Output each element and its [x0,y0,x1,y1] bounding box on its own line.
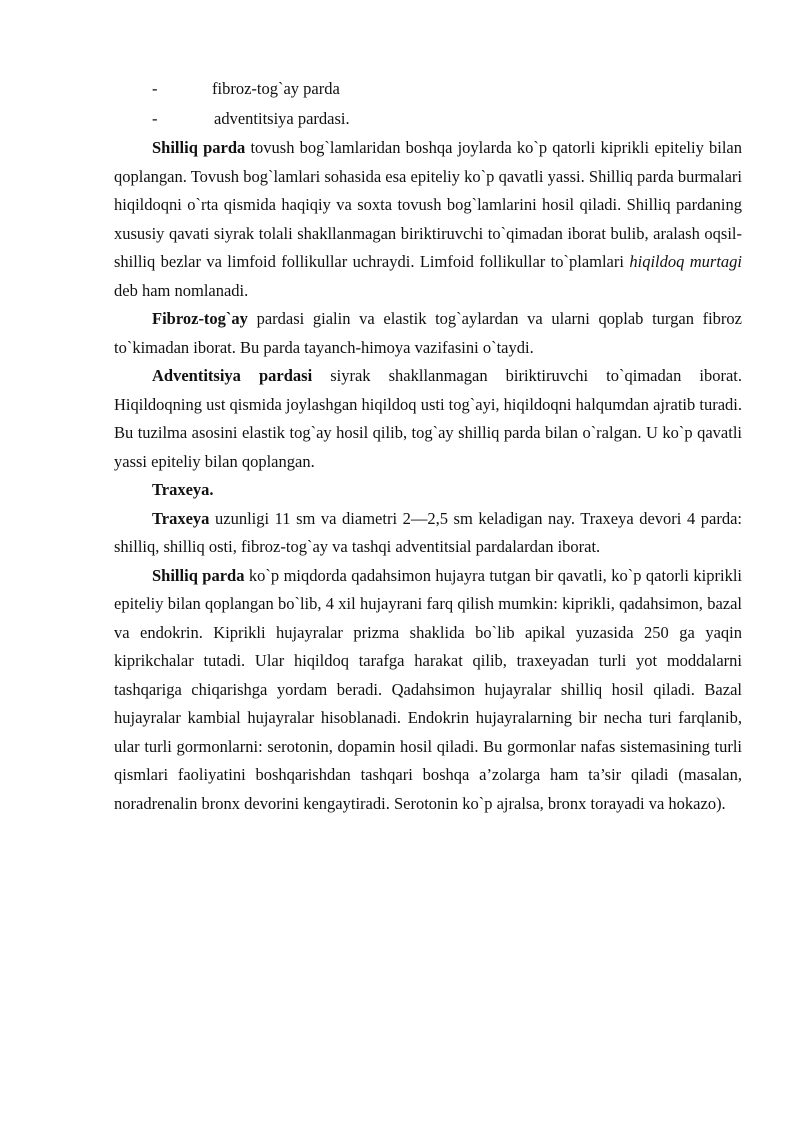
paragraph-traxeya [114,505,742,562]
list-item [114,74,742,104]
term-hiqildoq-murtagi: hiqildoq murtagi [629,252,742,271]
paragraph-text: pardasi gialin va elastik tog`aylardan va ularni qoplab turgan fibroz to`kimadan iborat. Bu parda tayanch-himoya vazifasini o`taydi. [114,309,742,357]
section-heading: Traxeya. [152,480,214,499]
document-page [114,74,742,818]
list-item-text: adventitsiya pardasi. [214,109,350,128]
paragraph-text: siyrak shakllanmagan biriktiruvchi to`qimadan iborat. Hiqildoqning ust qismida joylashgan hiqildoq usti tog`ayi, hiqildoqni halqumdan ajratib turadi. Bu tuzilma asosini elastik tog`ay hosil qilib, tog`ay shilliq parda bilan o`ralgan. U ko`p qavatli yassi epiteliy bilan qoplangan. [114,366,743,471]
term-traxeya: Traxeya [152,508,210,528]
list-item-text: fibroz-tog`ay parda [212,79,340,98]
paragraph-traxeya-shilliq-parda [114,562,742,819]
paragraph-text: uzunligi 11 sm va diametri 2—2,5 sm keladigan nay. Traxeya devori 4 parda: shilliq, shilliq osti, fibroz-tog`ay va tashqi adventitsial pardalardan iborat. [114,508,742,556]
paragraph-adventitsiya [114,362,742,476]
paragraph-shilliq-parda [114,134,742,305]
term-fibroz-togay: Fibroz-tog`ay [152,309,248,328]
paragraph-text: deb ham nomlanadi. [114,280,249,300]
paragraph-text: tovush bog`lamlaridan boshqa joylarda ko`p qatorli kiprikli epiteliy bilan qoplangan. Tovush bog`lamlari sohasida esa epiteliy ko`p qavatli yassi. Shilliq parda burmalari hiqildoqni o`rta qismida haqiqiy va soxta tovush bog`lamlarini hosil qiladi. Shilliq pardaning xususiy qavati siyrak tolali shakllanmagan biriktiruvchi to`qimadan iborat bulib, aralash oqsil-shilliq bezlar va limfoid follikullar uchraydi. Limfoid follikullar to`plamlari [114,138,743,271]
paragraph-text: ko`p miqdorda qadahsimon hujayra tutgan bir qavatli, ko`p qatorli kiprikli epiteliy bilan qoplangan bo`lib, 4 xil hujayrani farq qilish mumkin: kiprikli, qadahsimon, bazal va endokrin. Kiprikli hujayralar prizma shaklida bo`lib apikal yuzasida 250 ga yaqin kiprikchalar tutadi. Ular hiqildoq tarafga harakat qilib, traxeyadan turli yot moddalarni tashqariga chiqarishga yordam beradi. Qadahsimon hujayralar shilliq hosil qiladi. Bazal hujayralar kambial hujayralar hisoblanadi. Endokrin hujayralarning bir necha turi farqlanib, ular turli gormonlarni: serotonin, dopamin hosil qiladi. Bu gormonlar nafas sistemasining turli qismlari faoliyatini boshqarishdan tashqari boshqa a’zolarga ham ta’sir qiladi (masalan, noradrenalin bronx devorini kengaytiradi. Serotonin ko`p ajralsa, bronx torayadi va hokazo). [114,565,743,813]
list-bullet: - [152,79,158,98]
term-shilliq-parda: Shilliq parda [152,565,245,585]
list-bullet: - [152,109,158,128]
paragraph-fibroz-togay [114,305,742,362]
term-shilliq-parda: Shilliq parda [152,138,246,157]
list-item [114,104,742,134]
term-adventitsiya-pardasi: Adventitsiya pardasi [152,366,313,385]
